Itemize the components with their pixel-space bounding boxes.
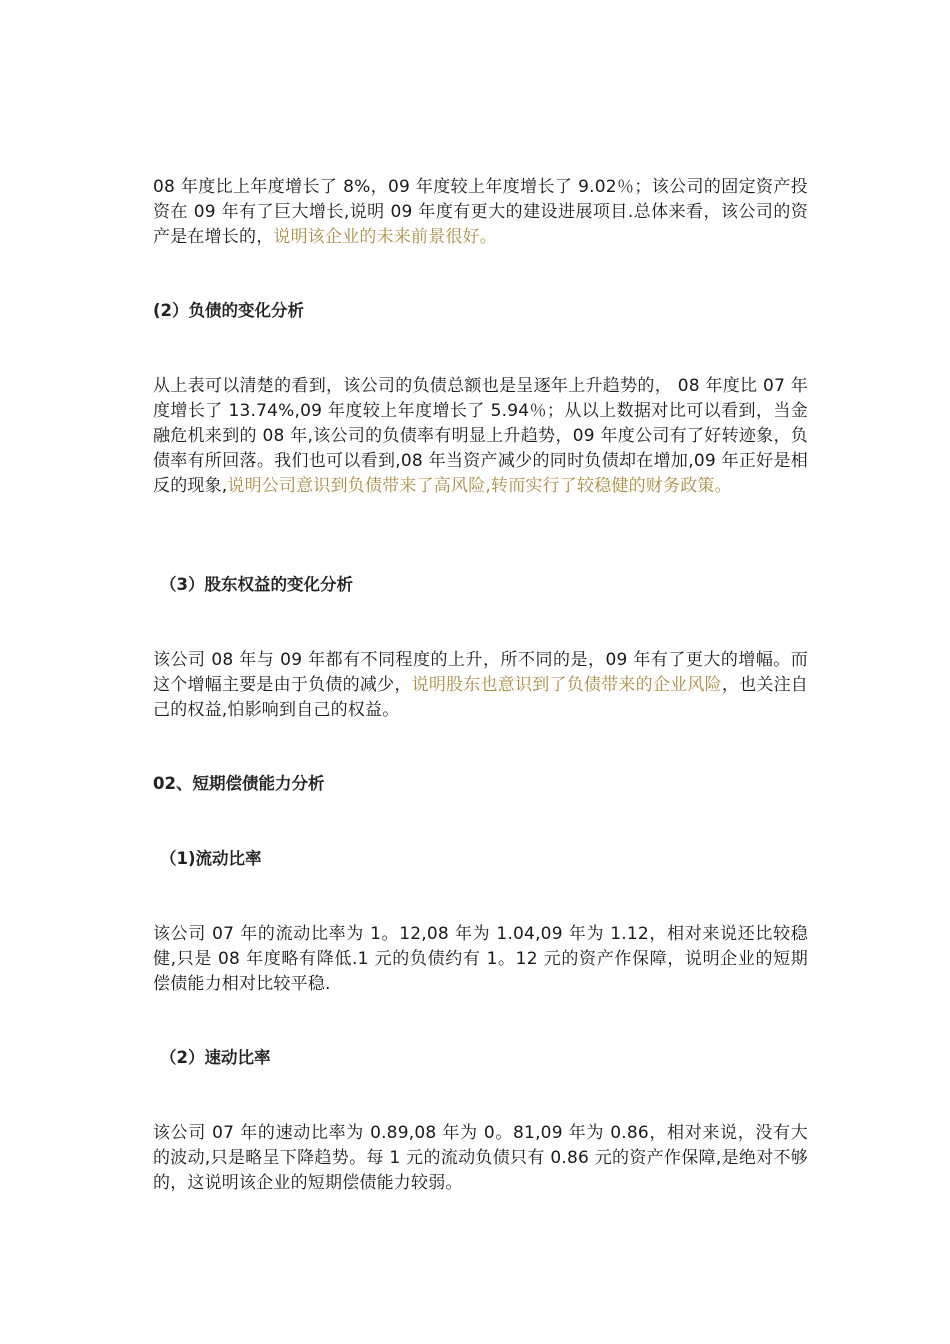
debt-analysis-paragraph <box>153 374 808 499</box>
asset-analysis-text: 08 年度比上年度增长了 8%，09 年度较上年度增长了 9.02％；该公司的固定资产投资在 09 年有了巨大增长,说明 09 年度有更大的建设进展项目.总体来看，该公司的资产是在增长的， <box>153 177 808 247</box>
equity-analysis-text-before: 该公司 08 年与 09 年都有不同程度的上升，所不同的是，09 年有了更大的增幅。而这个增幅主要是由于负债的减少， <box>153 650 808 695</box>
debt-analysis-text: 从上表可以清楚的看到，该公司的负债总额也是呈逐年上升趋势的， 08 年度比 07 年度增长了 13.74%,09 年度较上年度增长了 5.94％；从以上数据对比可以看到，当金融危机来到的 08 年,该公司的负债率有明显上升趋势，09 年度公司有了好转迹象，负债率有所回落。我们也可以看到,08 年当资产减少的同时负债却在增加,09 年正好是相反的现象, <box>153 376 808 496</box>
quick-ratio-heading: （2）速动比率 <box>160 1048 271 1067</box>
equity-analysis-highlight: 说明股东也意识到了负债带来的企业风险 <box>411 675 722 695</box>
short-term-solvency-heading: 02、短期偿债能力分析 <box>153 774 325 793</box>
debt-change-heading: (2）负债的变化分析 <box>153 301 305 320</box>
debt-analysis-highlight: 说明公司意识到负债带来了高风险,转而实行了较稳健的财务政策。 <box>227 476 732 496</box>
equity-change-heading: （3）股东权益的变化分析 <box>160 575 353 594</box>
quick-ratio-text: 该公司 07 年的速动比率为 0.89,08 年为 0。81,09 年为 0.86，相对来说，没有大的波动,只是略呈下降趋势。每 1 元的流动负债只有 0.86 元的资产作保障,是绝对不够的，这说明该企业的短期偿债能力较弱。 <box>153 1123 808 1193</box>
equity-analysis-paragraph <box>153 648 808 723</box>
asset-analysis-paragraph <box>153 175 808 250</box>
current-ratio-heading: （1)流动比率 <box>160 849 262 868</box>
quick-ratio-paragraph <box>153 1121 808 1196</box>
equity-analysis-text-after: ，也关注自己的权益,怕影响到自己的权益。 <box>153 675 809 720</box>
asset-analysis-highlight: 说明该企业的未来前景很好。 <box>273 227 498 247</box>
current-ratio-text: 该公司 07 年的流动比率为 1。12,08 年为 1.04,09 年为 1.12，相对来说还比较稳健,只是 08 年度略有降低.1 元的负债约有 1。12 元的资产作保障，说明企业的短期偿债能力相对比较平稳. <box>153 924 808 994</box>
current-ratio-paragraph <box>153 922 808 997</box>
